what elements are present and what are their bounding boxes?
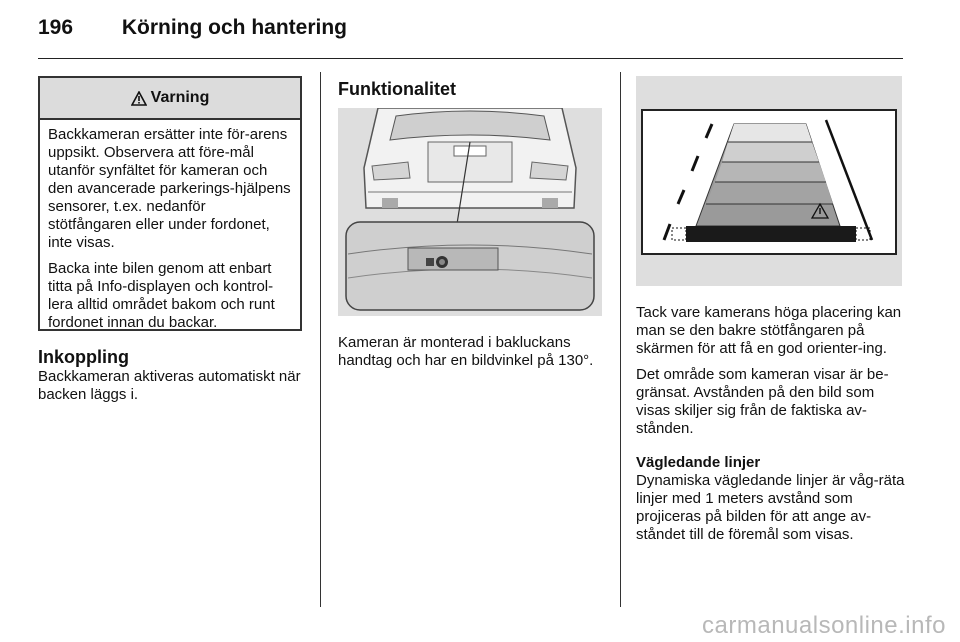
rear-camera-illustration bbox=[338, 108, 602, 316]
column-divider-right bbox=[620, 72, 621, 607]
warning-body bbox=[40, 120, 300, 332]
warning-triangle-icon bbox=[131, 91, 147, 106]
warning-title: Varning bbox=[150, 89, 210, 106]
page-title: Körning och hantering bbox=[121, 16, 347, 39]
warning-header bbox=[40, 78, 300, 120]
right-column-text bbox=[636, 304, 908, 544]
inkoppling-text: Backkameran aktiveras automatiskt när backen läggs i. bbox=[38, 368, 301, 403]
funktionalitet-section bbox=[338, 78, 608, 100]
car-rear-drawing bbox=[338, 108, 602, 316]
page-header bbox=[38, 16, 347, 40]
camera-display-illustration bbox=[636, 76, 902, 286]
inkoppling-heading: Inkoppling bbox=[38, 347, 129, 367]
header-divider bbox=[38, 58, 903, 59]
watermark: carmanualsonline.info bbox=[702, 612, 946, 639]
guide-lines-drawing bbox=[636, 76, 902, 286]
distance-paragraph: Det område som kameran visar är be-gränsat. Avstånden på den bild som visas skiljer sig från de faktiska av-stånden. bbox=[636, 366, 889, 437]
camera-caption-text: Kameran är monterad i bakluckans handtag och har en bildvinkel på 130°. bbox=[338, 334, 594, 369]
warning-box bbox=[38, 76, 302, 331]
guide-lines-heading: Vägledande linjer bbox=[636, 454, 761, 471]
column-divider-left bbox=[320, 72, 321, 607]
page-number: 196 bbox=[38, 16, 74, 39]
funktionalitet-heading: Funktionalitet bbox=[338, 79, 456, 99]
inkoppling-section bbox=[38, 346, 302, 404]
camera-caption bbox=[338, 334, 608, 370]
orientation-paragraph: Tack vare kamerans höga placering kan man se den bakre stötfångaren på skärmen för att få en god orienter-ing. bbox=[636, 304, 902, 357]
guide-lines-text: Dynamiska vägledande linjer är våg-räta linjer med 1 meters avstånd som projiceras på bilden för att ange av-ståndet till de föremål som visas. bbox=[636, 472, 905, 543]
warning-paragraph: Backkameran ersätter inte för-arens uppsikt. Observera att före-mål utanför synfältet för kameran och den avancerade parkerings-hjälpens sensorer, t.ex. nedanför stötfångaren eller under fordonet, inte visas. bbox=[48, 126, 291, 251]
warning-paragraph: Backa inte bilen genom att enbart titta på Info-displayen och kontrol-lera alltid området bakom och runt fordonet innan du backar. bbox=[48, 260, 275, 331]
